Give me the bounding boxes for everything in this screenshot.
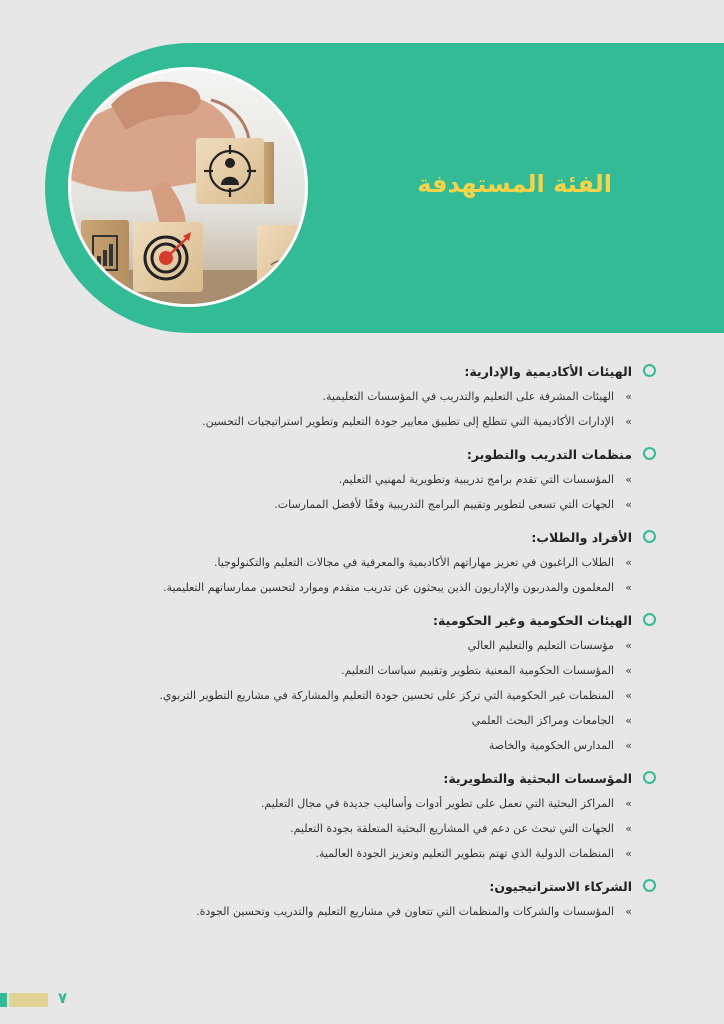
list-item-text: المعلمون والمدربون والإداريون الذين يبحثون عن تدريب متقدم وموارد لتحسين ممارساتهم التعليمية.	[163, 581, 614, 594]
chevron-bullet-icon: »	[625, 498, 632, 511]
list-item-text: المؤسسات التي تقدم برامج تدريبية وتطويرية لمهنيي التعليم.	[338, 473, 614, 486]
section-header	[72, 873, 632, 899]
list-item-text: المنظمات غير الحكومية التي تركز على تحسين جودة التعليم والمشاركة في مشاريع التطوير التربوي.	[159, 689, 614, 702]
list-item	[72, 575, 632, 600]
list-item	[72, 899, 632, 924]
section-items	[72, 633, 632, 758]
audience-list	[72, 358, 632, 931]
section-title: المؤسسات البحثية والتطويرية:	[443, 771, 632, 786]
chevron-bullet-icon: »	[625, 847, 632, 860]
audience-section	[72, 607, 632, 758]
audience-section	[72, 765, 632, 866]
list-item	[72, 816, 632, 841]
list-item	[72, 633, 632, 658]
list-item	[72, 409, 632, 434]
list-item-text: الجهات التي تبحث عن دعم في المشاريع البحثية المتعلقة بجودة التعليم.	[290, 822, 614, 835]
list-item	[72, 683, 632, 708]
chevron-bullet-icon: »	[625, 822, 632, 835]
list-item-text: المراكز البحثية التي تعمل على تطوير أدوات وأساليب جديدة في مجال التعليم.	[260, 797, 614, 810]
chevron-bullet-icon: »	[625, 664, 632, 677]
page-title: الفئة المستهدفة	[417, 170, 612, 198]
list-item	[72, 384, 632, 409]
page-number: ٧	[58, 989, 68, 1007]
list-item-text: المؤسسات الحكومية المعنية بتطوير وتقييم سياسات التعليم.	[341, 664, 614, 677]
section-header	[72, 524, 632, 550]
list-item	[72, 733, 632, 758]
list-item-text: المنظمات الدولية الذي تهتم بتطوير التعليم وتعزيز الجودة العالمية.	[315, 847, 614, 860]
section-items	[72, 550, 632, 600]
circle-bullet-icon	[643, 613, 656, 626]
section-header	[72, 441, 632, 467]
list-item-text: مؤسسات التعليم والتعليم العالي	[467, 639, 614, 652]
circle-bullet-icon	[643, 771, 656, 784]
section-items	[72, 467, 632, 517]
list-item-text: الطلاب الراغبون في تعزيز مهاراتهم الأكاديمية والمعرفية في مجالات التعليم والتكنولوجيا.	[213, 556, 614, 569]
chevron-bullet-icon: »	[625, 473, 632, 486]
section-title: الهيئات الأكاديمية والإدارية:	[464, 364, 632, 379]
list-item-text: الجامعات ومراكز البحث العلمي	[471, 714, 614, 727]
chevron-bullet-icon: »	[625, 739, 632, 752]
chevron-bullet-icon: »	[625, 556, 632, 569]
chevron-bullet-icon: »	[625, 415, 632, 428]
circle-bullet-icon	[643, 364, 656, 377]
footer-gold-bar	[9, 993, 48, 1007]
section-header	[72, 765, 632, 791]
photo-frame	[68, 67, 308, 307]
footer-accent-bar	[0, 993, 7, 1007]
audience-section	[72, 524, 632, 600]
section-header	[72, 358, 632, 384]
audience-section	[72, 873, 632, 924]
chevron-bullet-icon: »	[625, 689, 632, 702]
section-title: الشركاء الاستراتيجيون:	[489, 879, 632, 894]
list-item	[72, 467, 632, 492]
chevron-bullet-icon: »	[625, 905, 632, 918]
circle-bullet-icon	[643, 530, 656, 543]
list-item-text: الجهات التي تسعى لتطوير وتقييم البرامج التدريبية وفقًا لأفضل الممارسات.	[274, 498, 614, 511]
chevron-bullet-icon: »	[625, 390, 632, 403]
section-header	[72, 607, 632, 633]
chevron-bullet-icon: »	[625, 714, 632, 727]
list-item-text: المدارس الحكومية والخاصة	[488, 739, 614, 752]
list-item	[72, 658, 632, 683]
chevron-bullet-icon: »	[625, 797, 632, 810]
chevron-bullet-icon: »	[625, 639, 632, 652]
list-item	[72, 492, 632, 517]
list-item-text: المؤسسات والشركات والمنظمات التي تتعاون في مشاريع التعليم والتدريب وتحسين الجودة.	[196, 905, 614, 918]
target-audience-photo	[71, 70, 305, 304]
section-title: منظمات التدريب والتطوير:	[466, 447, 632, 462]
section-title: الهيئات الحكومية وغير الحكومية:	[433, 613, 632, 628]
list-item	[72, 550, 632, 575]
section-items	[72, 899, 632, 924]
audience-section	[72, 358, 632, 434]
list-item	[72, 708, 632, 733]
chevron-bullet-icon: »	[625, 581, 632, 594]
section-items	[72, 791, 632, 866]
list-item	[72, 841, 632, 866]
list-item-text: الهيئات المشرفة على التعليم والتدريب في المؤسسات التعليمية.	[322, 390, 614, 403]
audience-section	[72, 441, 632, 517]
circle-bullet-icon	[643, 879, 656, 892]
section-title: الأفراد والطلاب:	[531, 530, 632, 545]
circle-bullet-icon	[643, 447, 656, 460]
list-item-text: الإدارات الأكاديمية التي تتطلع إلى تطبيق معايير جودة التعليم وتطوير استراتيجيات التحسين.	[202, 415, 614, 428]
list-item	[72, 791, 632, 816]
section-items	[72, 384, 632, 434]
